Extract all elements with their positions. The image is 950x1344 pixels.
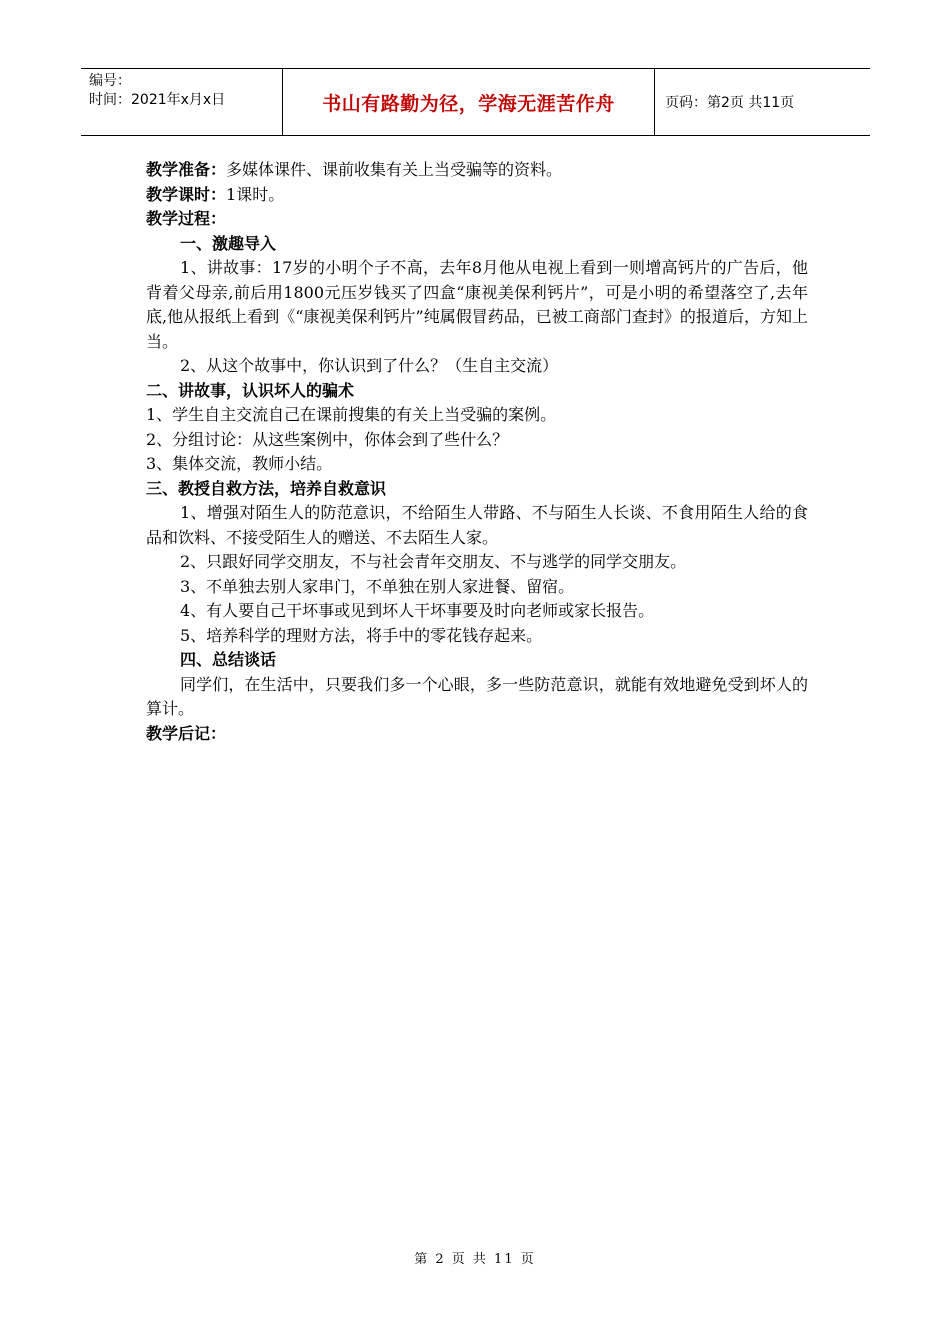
section-3-item-4: 4、有人要自己干坏事或见到坏人干坏事要及时向老师或家长报告。 xyxy=(180,601,655,620)
hours-line xyxy=(146,183,808,208)
section-2-title: 二、讲故事，认识坏人的骗术 xyxy=(146,380,355,400)
prep-text: 多媒体课件、课前收集有关上当受骗等的资料。 xyxy=(226,160,563,179)
number-label: 编号： xyxy=(89,73,131,89)
prep-label: 教学准备： xyxy=(146,160,227,179)
header-motto-cell xyxy=(282,69,655,135)
section-2-item-2: 2、分组讨论：从这些案例中，你体会到了些什么？ xyxy=(146,429,509,449)
section-2-item-1: 1、学生自主交流自己在课前搜集的有关上当受骗的案例。 xyxy=(146,405,557,424)
section-1-paragraph-2: 2、从这个故事中，你认识到了什么？（生自主交流） xyxy=(180,356,559,375)
hours-label: 教学课时： xyxy=(146,184,227,204)
header-meta xyxy=(81,69,282,135)
section-3-item-3: 3、不单独去别人家串门，不单独在别人家进餐、留宿。 xyxy=(180,576,575,596)
document-body xyxy=(146,158,808,746)
hours-text: 1课时。 xyxy=(226,184,285,204)
section-3-item-5: 5、培养科学的理财方法，将手中的零花钱存起来。 xyxy=(180,625,543,645)
section-3-title: 三、教授自救方法，培养自救意识 xyxy=(146,478,387,498)
section-4-paragraph: 同学们，在生活中，只要我们多一个心眼，多一些防范意识，就能有效地避免受到坏人的算计。 xyxy=(146,674,808,718)
prep-line xyxy=(146,158,808,183)
section-4-title: 四、总结谈话 xyxy=(180,650,277,669)
after-notes-label: 教学后记： xyxy=(146,723,227,743)
time-label: 时间：2021年x月x日 xyxy=(89,92,226,108)
section-2-item-3: 3、集体交流，教师小结。 xyxy=(146,454,333,473)
page-footer: 第 2 页 共 11 页 xyxy=(414,1252,536,1267)
header-page-label: 页码：第2页 共11页 xyxy=(665,95,795,111)
section-3-item-1: 1、增强对陌生人的防范意识，不给陌生人带路、不与陌生人长谈、不食用陌生人给的食品和饮料、不接受陌生人的赠送、不去陌生人家。 xyxy=(146,503,808,547)
section-1-paragraph-1: 1、讲故事：17岁的小明个子不高，去年8月他从电视上看到一则增高钙片的广告后，他背着父母亲,前后用1800元压岁钱买了四盒“康视美保利钙片”，可是小明的希望落空了,去年底,他从报纸上看到《“康视美保利钙片”纯属假冒药品，已被工商部门查封》的报道后，方知上当。 xyxy=(146,258,808,351)
header-page-cell xyxy=(655,69,870,135)
header-motto: 书山有路勤为径，学海无涯苦作舟 xyxy=(322,92,615,115)
section-3-item-2: 2、只跟好同学交朋友，不与社会青年交朋友、不与逃学的同学交朋友。 xyxy=(180,552,687,571)
section-1-title: 一、激趣导入 xyxy=(180,233,277,253)
document-header xyxy=(81,68,870,136)
process-label: 教学过程： xyxy=(146,209,227,228)
